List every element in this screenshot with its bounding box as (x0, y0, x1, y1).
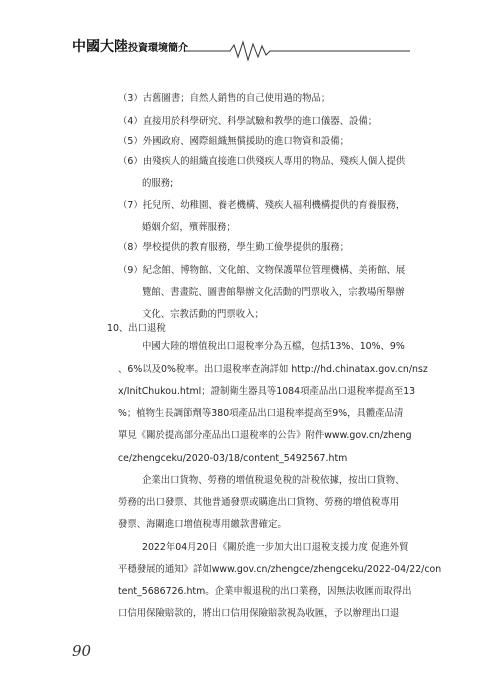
paragraph-line: 企業出口貨物、勞務的增值稅退免稅的計稅依據，按出口貨物、 (142, 475, 405, 486)
list-item-line: 婚姻介紹，殯葬服務； (142, 222, 236, 233)
list-item-line: （3）古舊圖書；自然人銷售的自己使用過的物品； (118, 93, 331, 104)
list-item-line: 的服務; (142, 178, 174, 189)
list-item-line: （9）紀念館、博物館、文化館、文物保護單位管理機構、美術館、展 (118, 265, 406, 276)
paragraph-line: 單見《關於提高部分產品出口退稅率的公告》附件www.gov.cn/zheng (118, 430, 412, 441)
list-item-line: （4）直接用於科學研究、科學試驗和教學的進口儀器、設備； (118, 116, 378, 127)
paragraph-line: 、6%以及0%稅率。出口退稅率查詢詳如 http://hd.chinatax.gov.cn/nsz (118, 364, 428, 375)
header-title-main: 中國大陸 (72, 39, 128, 55)
header-title-sub: 投資環境簡介 (128, 43, 188, 54)
list-item-line: （8）學校提供的教育服務，學生勤工儉學提供的服務； (118, 242, 349, 253)
list-item-line: 文化、宗教活動的門票收入； (142, 309, 264, 320)
paragraph-line: 口信用保險賠款的，將出口信用保險賠款視為收匯，予以辦理出口退 (118, 608, 400, 619)
paragraph-line: 中國大陸的增值稅出口退稅率分為五檔，包括13%、10%、9% (142, 341, 405, 352)
paragraph-line: 勞務的出口發票、其他普通發票或購進出口貨物、勞務的增值稅專用 (118, 497, 400, 508)
paragraph-line: 2022年04月20日《關於進一步加大出口退稅支援力度 促進外貿 (142, 542, 409, 553)
paragraph-line: 發票、海關進口增值稅專用繳款書確定。 (118, 519, 287, 530)
paragraph-line: tent_5686726.htm。企業申報退稅的出口業務，因無法收匯而取得出 (118, 586, 412, 597)
section-heading: 10、出口退稅 (107, 323, 166, 334)
list-item-line: （7）托兒所、幼稚園、養老機構、殘疾人福利機構提供的育養服務， (118, 200, 406, 211)
paragraph-line: ce/zhengceku/2020-03/18/content_5492567.htm (118, 453, 348, 464)
paragraph-line: 平穩發展的通知》詳如www.gov.cn/zhengce/zhengceku/2022-04/22/con (118, 564, 442, 575)
list-item-line: 覽館、書畫院、圖書館舉辦文化活動的門票收入，宗教場所舉辦 (142, 287, 405, 298)
page-number: 90 (72, 642, 92, 660)
list-item-line: （6）由殘疾人的組織直接進口供殘疾人專用的物品、殘疾人個人提供 (118, 156, 406, 167)
paragraph-line: %；植物生長調節劑等380項產品出口退稅率提高至9%，具體產品清 (118, 408, 404, 419)
paragraph-line: x/InitChukou.html；證制衛生器具等1084項產品出口退稅率提高至13 (118, 386, 416, 397)
list-item-line: （5）外國政府、國際組織無償援助的進口物資和設備； (118, 136, 349, 147)
